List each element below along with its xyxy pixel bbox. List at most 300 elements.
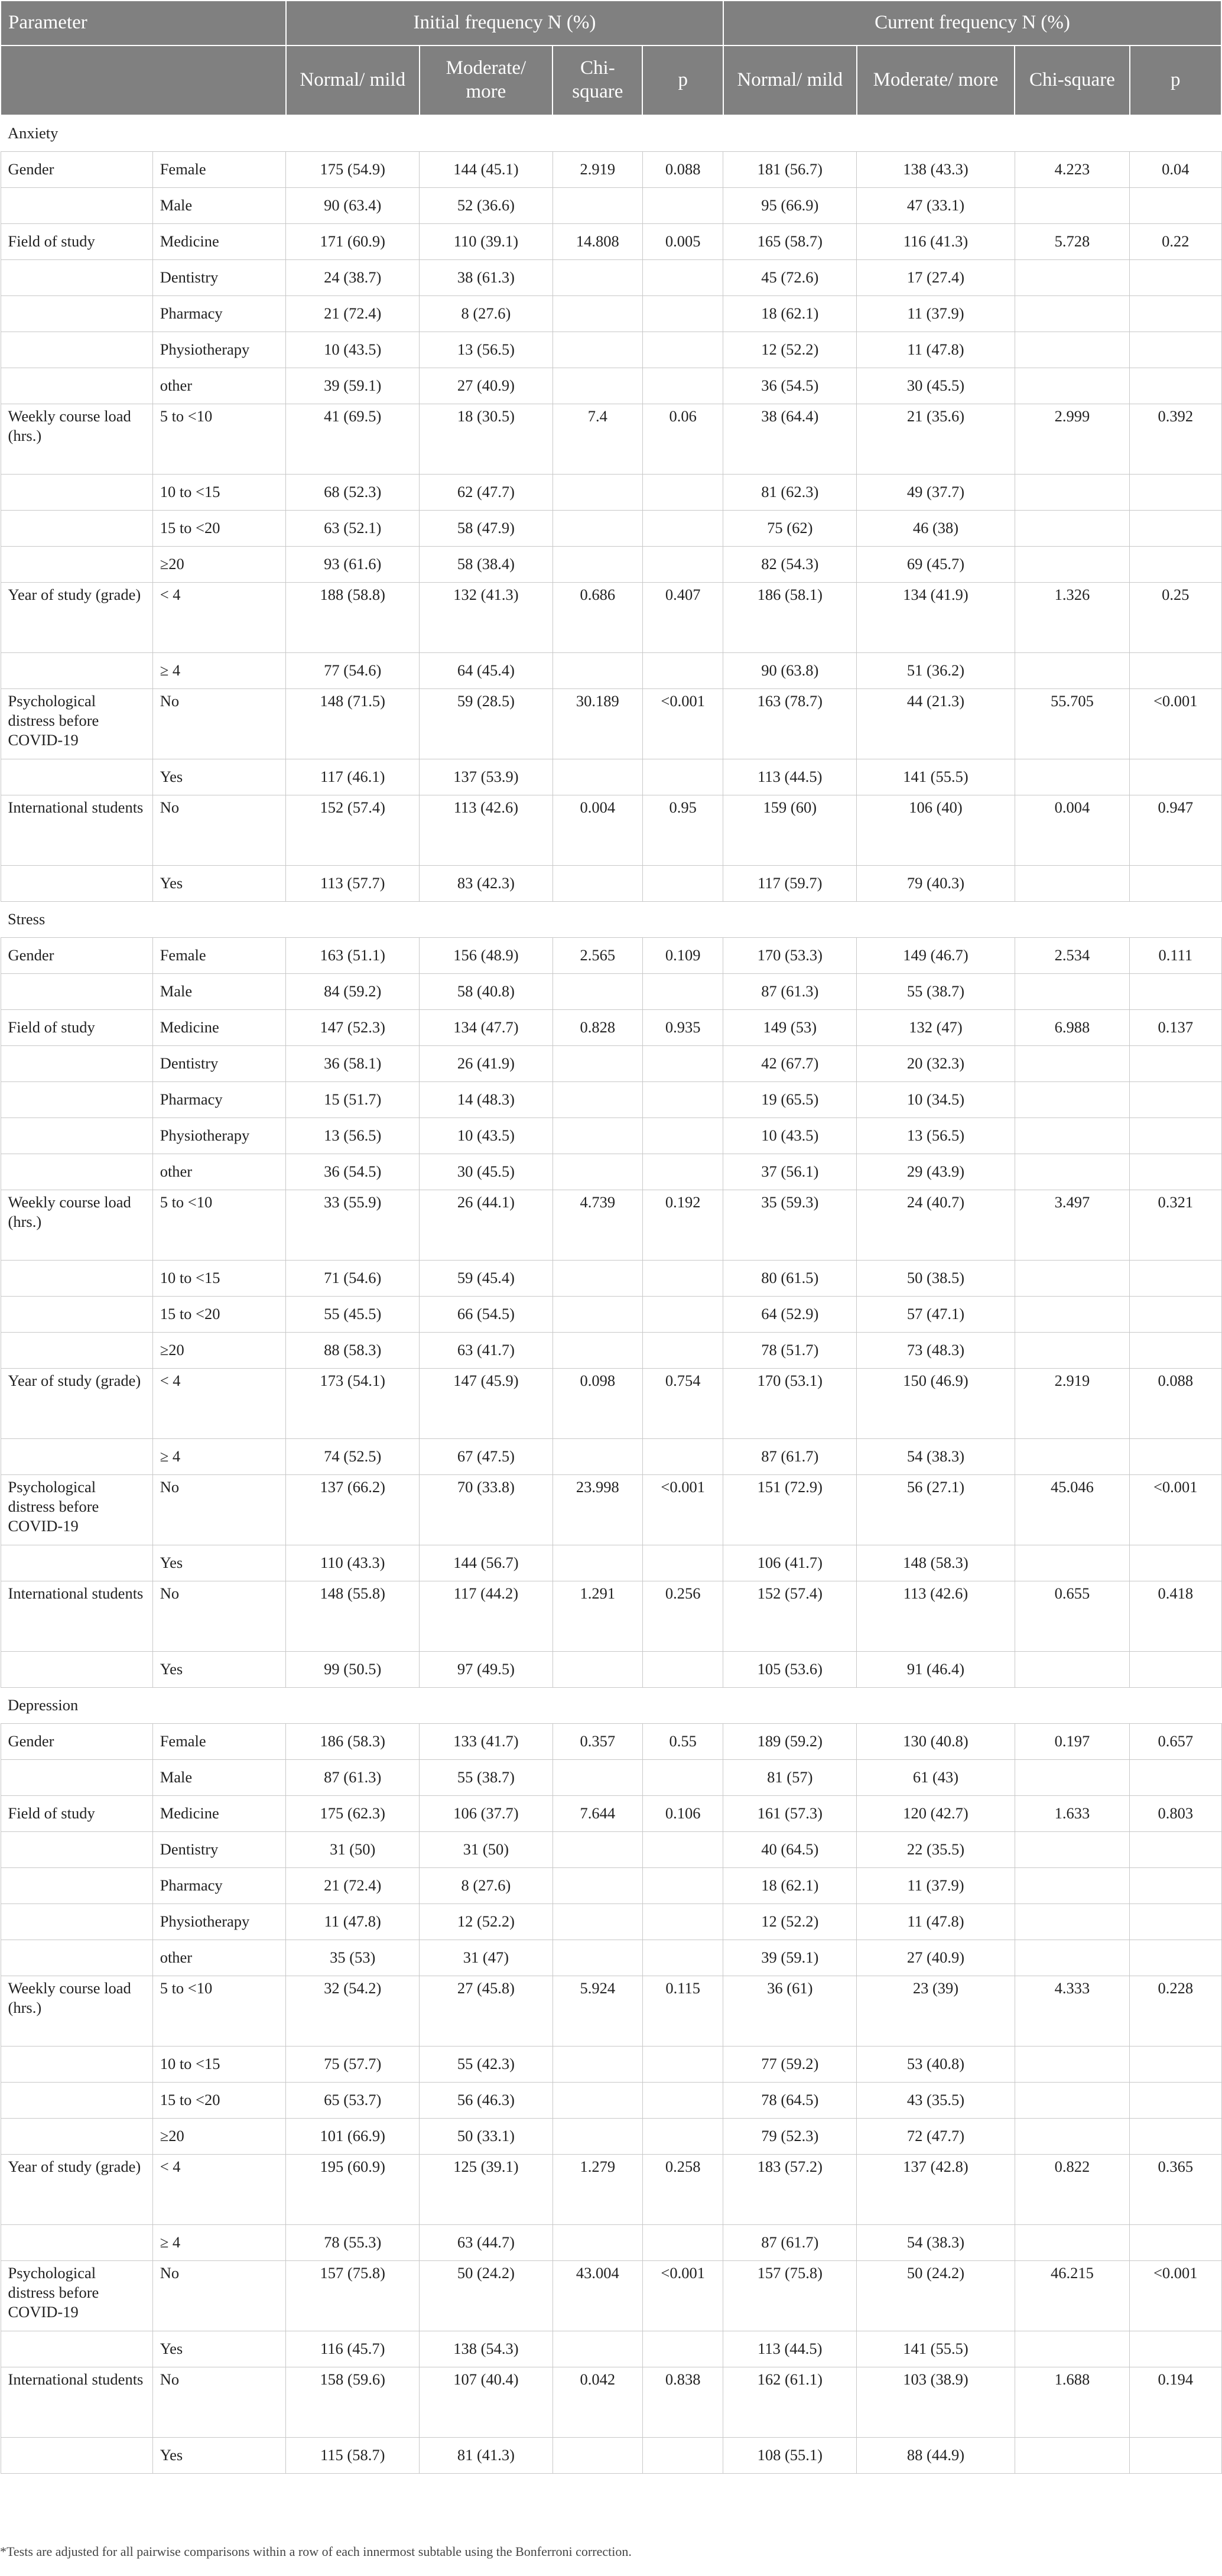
current-chi-square-cell xyxy=(1015,759,1129,795)
initial-moderate-cell: 59 (45.4) xyxy=(420,1261,553,1297)
current-chi-square-cell xyxy=(1015,475,1129,511)
current-normal-cell: 183 (57.2) xyxy=(723,2155,857,2225)
level-cell: Yes xyxy=(152,866,286,902)
current-chi-square-cell: 46.215 xyxy=(1015,2261,1129,2331)
table-row xyxy=(1,1475,1221,1545)
current-moderate-cell: 22 (35.5) xyxy=(857,1832,1015,1868)
table-row xyxy=(1,1010,1221,1046)
initial-p-cell xyxy=(642,1652,723,1688)
initial-p-cell: 0.838 xyxy=(642,2367,723,2438)
table-row xyxy=(1,2438,1221,2474)
initial-p-cell xyxy=(642,1760,723,1796)
level-cell: ≥20 xyxy=(152,547,286,583)
table-row xyxy=(1,1333,1221,1369)
initial-chi-square-cell: 0.098 xyxy=(552,1369,642,1439)
level-cell: 10 to <15 xyxy=(152,1261,286,1297)
current-normal-cell: 37 (56.1) xyxy=(723,1154,857,1190)
current-moderate-cell: 103 (38.9) xyxy=(857,2367,1015,2438)
initial-moderate-cell: 58 (47.9) xyxy=(420,511,553,547)
header-current-p: p xyxy=(1130,46,1221,115)
parameter-cell xyxy=(1,1940,152,1976)
initial-chi-square-cell xyxy=(552,759,642,795)
initial-p-cell: 0.005 xyxy=(642,224,723,260)
level-cell: Female xyxy=(152,152,286,188)
initial-p-cell: 0.935 xyxy=(642,1010,723,1046)
initial-normal-cell: 116 (45.7) xyxy=(286,2331,420,2367)
current-p-cell xyxy=(1130,1082,1221,1118)
current-normal-cell: 42 (67.7) xyxy=(723,1046,857,1082)
initial-p-cell xyxy=(642,1832,723,1868)
current-normal-cell: 12 (52.2) xyxy=(723,332,857,368)
parameter-cell xyxy=(1,475,152,511)
initial-p-cell xyxy=(642,1118,723,1154)
parameter-cell: International students xyxy=(1,795,152,866)
initial-p-cell: 0.106 xyxy=(642,1796,723,1832)
current-normal-cell: 10 (43.5) xyxy=(723,1118,857,1154)
initial-chi-square-cell xyxy=(552,368,642,404)
parameter-cell xyxy=(1,368,152,404)
parameter-cell: Field of study xyxy=(1,224,152,260)
current-chi-square-cell xyxy=(1015,1118,1129,1154)
initial-normal-cell: 88 (58.3) xyxy=(286,1333,420,1369)
current-normal-cell: 151 (72.9) xyxy=(723,1475,857,1545)
current-moderate-cell: 11 (47.8) xyxy=(857,332,1015,368)
current-normal-cell: 165 (58.7) xyxy=(723,224,857,260)
initial-p-cell xyxy=(642,759,723,795)
level-cell: Medicine xyxy=(152,1796,286,1832)
initial-p-cell xyxy=(642,1904,723,1940)
current-moderate-cell: 11 (37.9) xyxy=(857,1868,1015,1904)
header-parameter: Parameter xyxy=(1,1,286,46)
initial-chi-square-cell xyxy=(552,866,642,902)
current-p-cell xyxy=(1130,475,1221,511)
initial-p-cell: 0.258 xyxy=(642,2155,723,2225)
initial-moderate-cell: 125 (39.1) xyxy=(420,2155,553,2225)
current-normal-cell: 18 (62.1) xyxy=(723,1868,857,1904)
current-normal-cell: 157 (75.8) xyxy=(723,2261,857,2331)
table-row xyxy=(1,795,1221,866)
parameter-cell xyxy=(1,1082,152,1118)
initial-normal-cell: 113 (57.7) xyxy=(286,866,420,902)
level-cell: 15 to <20 xyxy=(152,1297,286,1333)
current-moderate-cell: 49 (37.7) xyxy=(857,475,1015,511)
level-cell: ≥ 4 xyxy=(152,2225,286,2261)
initial-p-cell xyxy=(642,332,723,368)
table-row xyxy=(1,260,1221,296)
current-p-cell: 0.365 xyxy=(1130,2155,1221,2225)
level-cell: Dentistry xyxy=(152,1832,286,1868)
current-normal-cell: 152 (57.4) xyxy=(723,1581,857,1652)
current-moderate-cell: 91 (46.4) xyxy=(857,1652,1015,1688)
current-moderate-cell: 134 (41.9) xyxy=(857,583,1015,653)
initial-moderate-cell: 113 (42.6) xyxy=(420,795,553,866)
parameter-cell xyxy=(1,1154,152,1190)
current-moderate-cell: 113 (42.6) xyxy=(857,1581,1015,1652)
section-title: Stress xyxy=(1,902,1221,938)
table-row xyxy=(1,1190,1221,1261)
current-normal-cell: 18 (62.1) xyxy=(723,296,857,332)
current-moderate-cell: 79 (40.3) xyxy=(857,866,1015,902)
level-cell: No xyxy=(152,1475,286,1545)
initial-moderate-cell: 12 (52.2) xyxy=(420,1904,553,1940)
current-normal-cell: 163 (78.7) xyxy=(723,689,857,759)
initial-p-cell xyxy=(642,1082,723,1118)
initial-moderate-cell: 13 (56.5) xyxy=(420,332,553,368)
current-moderate-cell: 57 (47.1) xyxy=(857,1297,1015,1333)
initial-chi-square-cell xyxy=(552,1652,642,1688)
initial-moderate-cell: 97 (49.5) xyxy=(420,1652,553,1688)
level-cell: Female xyxy=(152,1724,286,1760)
current-chi-square-cell xyxy=(1015,511,1129,547)
current-chi-square-cell xyxy=(1015,2083,1129,2119)
level-cell: Medicine xyxy=(152,224,286,260)
current-normal-cell: 95 (66.9) xyxy=(723,188,857,224)
current-chi-square-cell xyxy=(1015,2438,1129,2474)
current-p-cell xyxy=(1130,1297,1221,1333)
header-initial-chi: Chi-square xyxy=(552,46,642,115)
current-p-cell xyxy=(1130,2046,1221,2083)
initial-chi-square-cell xyxy=(552,1333,642,1369)
current-moderate-cell: 23 (39) xyxy=(857,1976,1015,2046)
current-moderate-cell: 10 (34.5) xyxy=(857,1082,1015,1118)
table-row xyxy=(1,1439,1221,1475)
current-moderate-cell: 50 (24.2) xyxy=(857,2261,1015,2331)
current-moderate-cell: 72 (47.7) xyxy=(857,2119,1015,2155)
initial-moderate-cell: 147 (45.9) xyxy=(420,1369,553,1439)
initial-normal-cell: 87 (61.3) xyxy=(286,1760,420,1796)
initial-chi-square-cell xyxy=(552,1261,642,1297)
initial-normal-cell: 93 (61.6) xyxy=(286,547,420,583)
parameter-cell xyxy=(1,2046,152,2083)
initial-moderate-cell: 58 (40.8) xyxy=(420,974,553,1010)
current-chi-square-cell: 2.534 xyxy=(1015,938,1129,974)
initial-p-cell: 0.115 xyxy=(642,1976,723,2046)
level-cell: < 4 xyxy=(152,1369,286,1439)
initial-normal-cell: 147 (52.3) xyxy=(286,1010,420,1046)
initial-chi-square-cell: 0.004 xyxy=(552,795,642,866)
level-cell: ≥20 xyxy=(152,2119,286,2155)
current-chi-square-cell: 0.004 xyxy=(1015,795,1129,866)
current-moderate-cell: 21 (35.6) xyxy=(857,404,1015,475)
parameter-cell xyxy=(1,547,152,583)
current-moderate-cell: 50 (38.5) xyxy=(857,1261,1015,1297)
initial-normal-cell: 163 (51.1) xyxy=(286,938,420,974)
initial-chi-square-cell: 0.828 xyxy=(552,1010,642,1046)
current-chi-square-cell xyxy=(1015,1297,1129,1333)
initial-normal-cell: 137 (66.2) xyxy=(286,1475,420,1545)
current-normal-cell: 113 (44.5) xyxy=(723,759,857,795)
level-cell: Yes xyxy=(152,759,286,795)
initial-chi-square-cell xyxy=(552,653,642,689)
initial-chi-square-cell xyxy=(552,1868,642,1904)
table-row xyxy=(1,1760,1221,1796)
current-p-cell: 0.25 xyxy=(1130,583,1221,653)
current-chi-square-cell xyxy=(1015,260,1129,296)
header-current-moderate: Moderate/ more xyxy=(857,46,1015,115)
current-normal-cell: 87 (61.7) xyxy=(723,1439,857,1475)
initial-normal-cell: 173 (54.1) xyxy=(286,1369,420,1439)
parameter-cell xyxy=(1,296,152,332)
table-row xyxy=(1,938,1221,974)
current-chi-square-cell: 2.999 xyxy=(1015,404,1129,475)
initial-p-cell: 0.109 xyxy=(642,938,723,974)
initial-moderate-cell: 156 (48.9) xyxy=(420,938,553,974)
current-normal-cell: 77 (59.2) xyxy=(723,2046,857,2083)
current-moderate-cell: 137 (42.8) xyxy=(857,2155,1015,2225)
current-moderate-cell: 29 (43.9) xyxy=(857,1154,1015,1190)
current-moderate-cell: 61 (43) xyxy=(857,1760,1015,1796)
initial-normal-cell: 74 (52.5) xyxy=(286,1439,420,1475)
current-p-cell xyxy=(1130,1046,1221,1082)
parameter-cell: Gender xyxy=(1,938,152,974)
initial-normal-cell: 115 (58.7) xyxy=(286,2438,420,2474)
current-moderate-cell: 30 (45.5) xyxy=(857,368,1015,404)
current-chi-square-cell xyxy=(1015,1046,1129,1082)
current-chi-square-cell: 1.326 xyxy=(1015,583,1129,653)
current-normal-cell: 189 (59.2) xyxy=(723,1724,857,1760)
current-moderate-cell: 11 (47.8) xyxy=(857,1904,1015,1940)
initial-chi-square-cell: 23.998 xyxy=(552,1475,642,1545)
table-row xyxy=(1,1154,1221,1190)
parameter-cell xyxy=(1,1904,152,1940)
current-chi-square-cell xyxy=(1015,1904,1129,1940)
current-chi-square-cell xyxy=(1015,1261,1129,1297)
level-cell: Pharmacy xyxy=(152,296,286,332)
current-p-cell xyxy=(1130,1154,1221,1190)
current-chi-square-cell: 55.705 xyxy=(1015,689,1129,759)
current-p-cell xyxy=(1130,1333,1221,1369)
table-row xyxy=(1,2331,1221,2367)
parameter-cell xyxy=(1,2438,152,2474)
current-moderate-cell: 17 (27.4) xyxy=(857,260,1015,296)
initial-moderate-cell: 62 (47.7) xyxy=(420,475,553,511)
initial-chi-square-cell: 1.291 xyxy=(552,1581,642,1652)
initial-chi-square-cell xyxy=(552,1118,642,1154)
initial-chi-square-cell: 0.042 xyxy=(552,2367,642,2438)
current-chi-square-cell: 3.497 xyxy=(1015,1190,1129,1261)
current-p-cell: 0.194 xyxy=(1130,2367,1221,2438)
current-normal-cell: 79 (52.3) xyxy=(723,2119,857,2155)
level-cell: No xyxy=(152,795,286,866)
current-p-cell xyxy=(1130,866,1221,902)
initial-moderate-cell: 66 (54.5) xyxy=(420,1297,553,1333)
table-row xyxy=(1,152,1221,188)
current-moderate-cell: 138 (43.3) xyxy=(857,152,1015,188)
initial-normal-cell: 75 (57.7) xyxy=(286,2046,420,2083)
current-moderate-cell: 46 (38) xyxy=(857,511,1015,547)
current-moderate-cell: 43 (35.5) xyxy=(857,2083,1015,2119)
current-p-cell xyxy=(1130,1545,1221,1581)
table-row xyxy=(1,2119,1221,2155)
table-row xyxy=(1,1940,1221,1976)
current-p-cell: 0.418 xyxy=(1130,1581,1221,1652)
current-moderate-cell: 73 (48.3) xyxy=(857,1333,1015,1369)
current-normal-cell: 90 (63.8) xyxy=(723,653,857,689)
initial-p-cell: 0.06 xyxy=(642,404,723,475)
header-current-frequency: Current frequency N (%) xyxy=(723,1,1221,46)
level-cell: Physiotherapy xyxy=(152,332,286,368)
parameter-cell: Psychological distress before COVID-19 xyxy=(1,2261,152,2331)
level-cell: other xyxy=(152,1154,286,1190)
parameter-cell xyxy=(1,1439,152,1475)
initial-chi-square-cell xyxy=(552,1439,642,1475)
current-p-cell: 0.22 xyxy=(1130,224,1221,260)
table-row xyxy=(1,583,1221,653)
current-moderate-cell: 130 (40.8) xyxy=(857,1724,1015,1760)
current-p-cell: <0.001 xyxy=(1130,689,1221,759)
table-row xyxy=(1,2083,1221,2119)
current-normal-cell: 38 (64.4) xyxy=(723,404,857,475)
parameter-cell: Field of study xyxy=(1,1010,152,1046)
level-cell: other xyxy=(152,1940,286,1976)
initial-normal-cell: 77 (54.6) xyxy=(286,653,420,689)
table-row xyxy=(1,368,1221,404)
initial-chi-square-cell xyxy=(552,2438,642,2474)
initial-chi-square-cell xyxy=(552,1760,642,1796)
current-p-cell: 0.111 xyxy=(1130,938,1221,974)
initial-normal-cell: 148 (55.8) xyxy=(286,1581,420,1652)
current-p-cell xyxy=(1130,1940,1221,1976)
initial-normal-cell: 10 (43.5) xyxy=(286,332,420,368)
table-row xyxy=(1,2155,1221,2225)
initial-normal-cell: 21 (72.4) xyxy=(286,1868,420,1904)
current-chi-square-cell xyxy=(1015,2119,1129,2155)
current-normal-cell: 12 (52.2) xyxy=(723,1904,857,1940)
initial-moderate-cell: 50 (33.1) xyxy=(420,2119,553,2155)
initial-normal-cell: 41 (69.5) xyxy=(286,404,420,475)
parameter-cell: Gender xyxy=(1,152,152,188)
initial-chi-square-cell xyxy=(552,2331,642,2367)
initial-moderate-cell: 106 (37.7) xyxy=(420,1796,553,1832)
current-chi-square-cell xyxy=(1015,2046,1129,2083)
initial-moderate-cell: 38 (61.3) xyxy=(420,260,553,296)
table-row xyxy=(1,547,1221,583)
current-p-cell xyxy=(1130,547,1221,583)
initial-normal-cell: 90 (63.4) xyxy=(286,188,420,224)
initial-chi-square-cell xyxy=(552,2225,642,2261)
initial-moderate-cell: 144 (45.1) xyxy=(420,152,553,188)
level-cell: 10 to <15 xyxy=(152,475,286,511)
current-p-cell xyxy=(1130,2119,1221,2155)
level-cell: 5 to <10 xyxy=(152,1190,286,1261)
initial-p-cell xyxy=(642,2119,723,2155)
current-normal-cell: 149 (53) xyxy=(723,1010,857,1046)
initial-moderate-cell: 132 (41.3) xyxy=(420,583,553,653)
current-moderate-cell: 148 (58.3) xyxy=(857,1545,1015,1581)
current-chi-square-cell xyxy=(1015,1439,1129,1475)
parameter-cell xyxy=(1,511,152,547)
initial-p-cell xyxy=(642,2046,723,2083)
current-p-cell: 0.947 xyxy=(1130,795,1221,866)
initial-moderate-cell: 107 (40.4) xyxy=(420,2367,553,2438)
current-moderate-cell: 11 (37.9) xyxy=(857,296,1015,332)
table-row xyxy=(1,974,1221,1010)
current-chi-square-cell xyxy=(1015,1652,1129,1688)
current-p-cell xyxy=(1130,974,1221,1010)
level-cell: Yes xyxy=(152,2331,286,2367)
parameter-cell xyxy=(1,1652,152,1688)
initial-normal-cell: 36 (54.5) xyxy=(286,1154,420,1190)
initial-chi-square-cell: 7.4 xyxy=(552,404,642,475)
table-row xyxy=(1,1118,1221,1154)
current-p-cell xyxy=(1130,188,1221,224)
current-moderate-cell: 120 (42.7) xyxy=(857,1796,1015,1832)
current-moderate-cell: 132 (47) xyxy=(857,1010,1015,1046)
section-row xyxy=(1,1688,1221,1724)
initial-normal-cell: 175 (62.3) xyxy=(286,1796,420,1832)
current-normal-cell: 81 (62.3) xyxy=(723,475,857,511)
table-row xyxy=(1,1297,1221,1333)
table-row xyxy=(1,1652,1221,1688)
current-chi-square-cell: 2.919 xyxy=(1015,1369,1129,1439)
initial-moderate-cell: 26 (44.1) xyxy=(420,1190,553,1261)
initial-chi-square-cell xyxy=(552,2083,642,2119)
current-chi-square-cell: 4.333 xyxy=(1015,1976,1129,2046)
level-cell: Female xyxy=(152,938,286,974)
current-normal-cell: 108 (55.1) xyxy=(723,2438,857,2474)
current-chi-square-cell xyxy=(1015,1154,1129,1190)
parameter-cell: Year of study (grade) xyxy=(1,2155,152,2225)
current-normal-cell: 80 (61.5) xyxy=(723,1261,857,1297)
current-p-cell: <0.001 xyxy=(1130,1475,1221,1545)
initial-chi-square-cell xyxy=(552,1904,642,1940)
current-chi-square-cell xyxy=(1015,368,1129,404)
table-row xyxy=(1,759,1221,795)
parameter-cell xyxy=(1,332,152,368)
current-p-cell xyxy=(1130,653,1221,689)
current-p-cell: 0.228 xyxy=(1130,1976,1221,2046)
initial-p-cell xyxy=(642,1545,723,1581)
parameter-cell xyxy=(1,2119,152,2155)
current-p-cell xyxy=(1130,1832,1221,1868)
current-normal-cell: 35 (59.3) xyxy=(723,1190,857,1261)
initial-chi-square-cell: 1.279 xyxy=(552,2155,642,2225)
initial-chi-square-cell: 43.004 xyxy=(552,2261,642,2331)
current-normal-cell: 81 (57) xyxy=(723,1760,857,1796)
current-chi-square-cell xyxy=(1015,2331,1129,2367)
parameter-cell xyxy=(1,260,152,296)
initial-p-cell xyxy=(642,2438,723,2474)
level-cell: ≥ 4 xyxy=(152,653,286,689)
initial-chi-square-cell xyxy=(552,1832,642,1868)
current-chi-square-cell xyxy=(1015,2225,1129,2261)
parameter-cell: Year of study (grade) xyxy=(1,583,152,653)
initial-chi-square-cell xyxy=(552,1545,642,1581)
table-row xyxy=(1,188,1221,224)
initial-chi-square-cell xyxy=(552,296,642,332)
initial-normal-cell: 65 (53.7) xyxy=(286,2083,420,2119)
initial-moderate-cell: 67 (47.5) xyxy=(420,1439,553,1475)
current-chi-square-cell xyxy=(1015,1940,1129,1976)
current-chi-square-cell: 4.223 xyxy=(1015,152,1129,188)
level-cell: 15 to <20 xyxy=(152,511,286,547)
level-cell: Male xyxy=(152,1760,286,1796)
initial-normal-cell: 117 (46.1) xyxy=(286,759,420,795)
parameter-cell: International students xyxy=(1,1581,152,1652)
current-normal-cell: 87 (61.3) xyxy=(723,974,857,1010)
level-cell: Male xyxy=(152,974,286,1010)
parameter-cell: Weekly course load (hrs.) xyxy=(1,1976,152,2046)
initial-chi-square-cell: 4.739 xyxy=(552,1190,642,1261)
level-cell: Medicine xyxy=(152,1010,286,1046)
current-moderate-cell: 150 (46.9) xyxy=(857,1369,1015,1439)
parameter-cell xyxy=(1,188,152,224)
level-cell: Male xyxy=(152,188,286,224)
initial-p-cell: 0.754 xyxy=(642,1369,723,1439)
initial-normal-cell: 13 (56.5) xyxy=(286,1118,420,1154)
table-row xyxy=(1,1581,1221,1652)
current-p-cell xyxy=(1130,296,1221,332)
